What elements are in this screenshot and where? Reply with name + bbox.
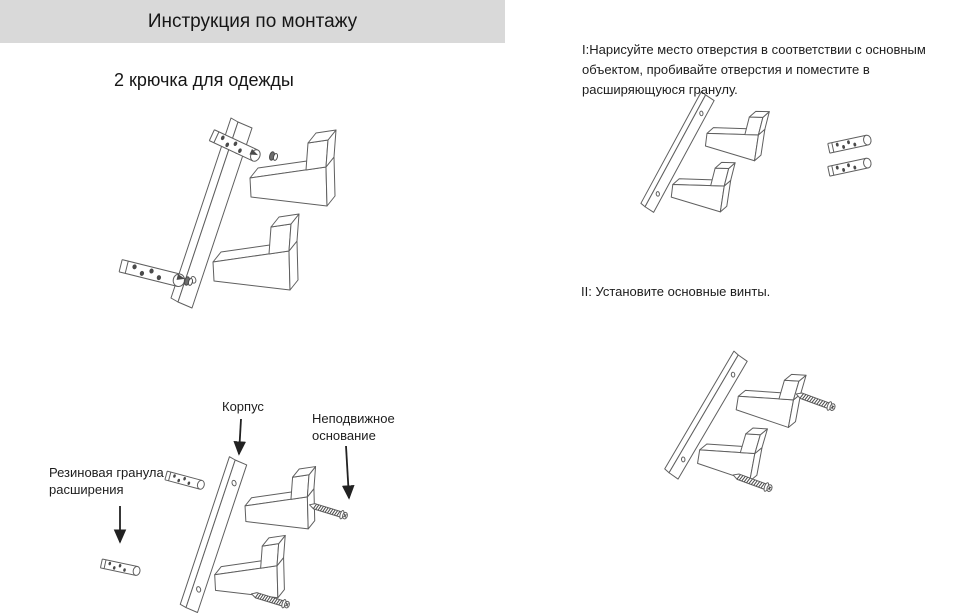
label-fixed-base: Неподвижное основание [312,411,395,443]
step1-instruction: I:Нарисуйте место отверстия в соответствии с основным объектом, пробивайте отверстия и поместите в расширяющуюся гранулу. [582,42,926,97]
step2-drawing [663,342,836,501]
page-title: Инструкция по монтажу [147,11,358,32]
hook-plate-drawing [640,85,771,230]
screw-drawing [795,390,837,412]
step1-drawing [640,85,872,230]
hook-plate-drawing [171,118,336,308]
product-subtitle: 2 крючка для одежды [114,70,294,90]
overview-drawing [119,118,336,308]
fixed-base-arrow [346,446,349,498]
expansion-anchor-drawing [828,158,872,177]
label-body: Корпус [222,399,264,414]
expansion-anchor-drawing [828,135,872,154]
korpus-arrow [239,419,241,454]
washer-drawing [269,151,279,161]
step2-instruction: II: Установите основные винты. [581,284,771,299]
expansion-anchor-drawing [100,559,140,576]
parts-drawing [100,419,349,613]
label-expansion-granule: Резиновая гранула расширения [49,465,164,497]
expansion-anchor-drawing [119,260,186,288]
